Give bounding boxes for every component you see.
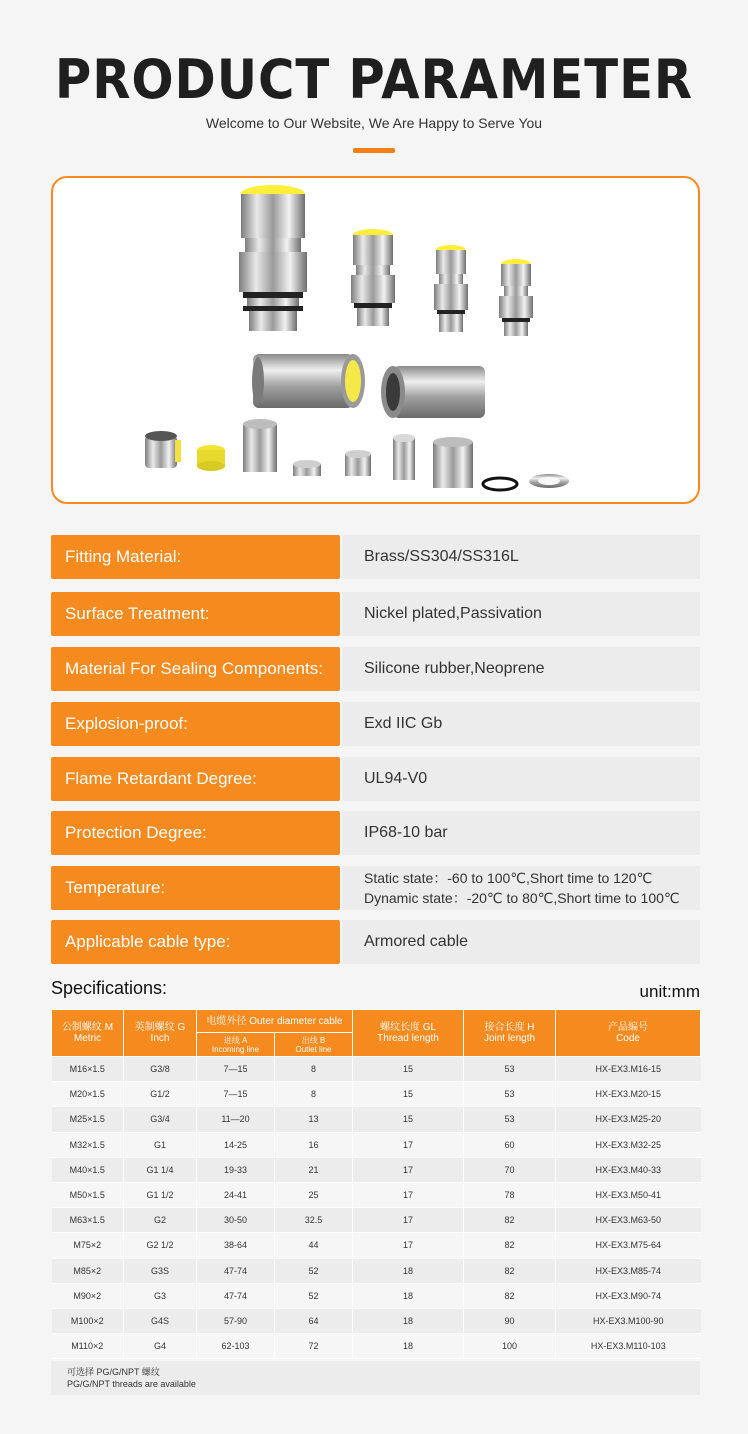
table-cell: 53	[464, 1057, 556, 1082]
param-value-text: Armored cable	[364, 933, 469, 950]
table-row	[52, 1182, 701, 1207]
table-cell: G3/4	[124, 1107, 197, 1132]
param-value	[342, 757, 700, 801]
table-cell: 15	[353, 1082, 464, 1107]
table-cell: 30-50	[197, 1208, 275, 1233]
param-value	[342, 866, 700, 910]
accent-divider	[353, 148, 395, 153]
table-cell: 15	[353, 1057, 464, 1082]
table-cell: G1 1/4	[124, 1157, 197, 1182]
table-cell: 7—15	[197, 1082, 275, 1107]
table-cell: M100×2	[52, 1308, 124, 1333]
table-row	[52, 1258, 701, 1283]
col-header-outlet: 出线 B Outlet line	[275, 1033, 353, 1057]
param-label: Material For Sealing Components:	[51, 647, 340, 691]
param-label: Flame Retardant Degree:	[51, 757, 340, 801]
table-cell: 90	[464, 1308, 556, 1333]
table-cell: HX-EX3.M16-15	[556, 1057, 701, 1082]
table-row	[52, 1334, 701, 1359]
table-cell: 11—20	[197, 1107, 275, 1132]
table-cell: HX-EX3.M32-25	[556, 1132, 701, 1157]
table-cell: 82	[464, 1258, 556, 1283]
table-cell: 82	[464, 1283, 556, 1308]
thread-note	[51, 1361, 700, 1395]
table-cell: 82	[464, 1208, 556, 1233]
table-cell: M90×2	[52, 1283, 124, 1308]
param-value-text: UL94-V0	[364, 770, 428, 787]
table-cell: G1/2	[124, 1082, 197, 1107]
table-cell: HX-EX3.M63-50	[556, 1208, 701, 1233]
param-label: Protection Degree:	[51, 811, 340, 855]
table-row	[52, 1283, 701, 1308]
table-cell: M63×1.5	[52, 1208, 124, 1233]
table-cell: G2	[124, 1208, 197, 1233]
table-row	[52, 1132, 701, 1157]
table-cell: 57-90	[197, 1308, 275, 1333]
param-value-text: Exd IIC Gb	[364, 715, 443, 732]
param-value-text: IP68-10 bar	[364, 824, 448, 841]
param-value-text: Static state：-60 to 100℃,Short time to 120℃	[364, 870, 653, 886]
table-row	[52, 1157, 701, 1182]
table-cell: M32×1.5	[52, 1132, 124, 1157]
table-cell: M50×1.5	[52, 1182, 124, 1207]
param-value	[342, 535, 700, 579]
table-cell: HX-EX3.M90-74	[556, 1283, 701, 1308]
param-row-explosion-proof	[51, 702, 700, 746]
param-value-text-2: Dynamic state：-20℃ to 80℃,Short time to 100℃	[364, 890, 680, 906]
param-label: Temperature:	[51, 866, 340, 910]
table-cell: 17	[353, 1208, 464, 1233]
table-cell: 53	[464, 1107, 556, 1132]
col-header-code: 产品编号 Code	[556, 1010, 701, 1057]
param-value-text: Brass/SS304/SS316L	[364, 548, 519, 565]
table-cell: 24-41	[197, 1182, 275, 1207]
col-header-incoming: 进线 A Incoming line	[197, 1033, 275, 1057]
param-value-text: Nickel plated,Passivation	[364, 605, 542, 622]
table-cell: G3S	[124, 1258, 197, 1283]
table-cell: 47-74	[197, 1258, 275, 1283]
table-cell: G4	[124, 1334, 197, 1359]
param-value	[342, 647, 700, 691]
table-cell: 52	[275, 1283, 353, 1308]
table-row	[52, 1057, 701, 1082]
param-row-fitting-material	[51, 535, 700, 579]
param-value	[342, 592, 700, 636]
table-cell: 53	[464, 1082, 556, 1107]
table-cell: 52	[275, 1258, 353, 1283]
table-cell: HX-EX3.M25-20	[556, 1107, 701, 1132]
table-cell: 82	[464, 1233, 556, 1258]
table-cell: 44	[275, 1233, 353, 1258]
cable-gland-illustration	[53, 178, 700, 504]
table-cell: HX-EX3.M40-33	[556, 1157, 701, 1182]
table-cell: 32.5	[275, 1208, 353, 1233]
unit-label: unit:mm	[639, 982, 700, 1001]
param-value	[342, 811, 700, 855]
specifications-title: Specifications:	[51, 978, 168, 998]
table-cell: 16	[275, 1132, 353, 1157]
param-row-surface-treatment	[51, 592, 700, 636]
table-cell: HX-EX3.M110-103	[556, 1334, 701, 1359]
param-row-flame-retardant	[51, 757, 700, 801]
table-cell: 14-25	[197, 1132, 275, 1157]
table-cell: 70	[464, 1157, 556, 1182]
table-row	[52, 1233, 701, 1258]
param-row-cable-type	[51, 920, 700, 964]
table-cell: HX-EX3.M50-41	[556, 1182, 701, 1207]
table-cell: G3/8	[124, 1057, 197, 1082]
table-cell: 13	[275, 1107, 353, 1132]
table-cell: M110×2	[52, 1334, 124, 1359]
table-cell: G1	[124, 1132, 197, 1157]
param-value-text: Silicone rubber,Neoprene	[364, 660, 545, 677]
col-header-thread-length: 螺纹长度 GL Thread length	[353, 1010, 464, 1057]
table-cell: 18	[353, 1308, 464, 1333]
page-title: PRODUCT PARAMETER	[54, 48, 694, 111]
param-value	[342, 920, 700, 964]
table-cell: HX-EX3.M85-74	[556, 1258, 701, 1283]
product-photo	[51, 176, 700, 504]
table-cell: HX-EX3.M100-90	[556, 1308, 701, 1333]
table-cell: M40×1.5	[52, 1157, 124, 1182]
thread-note-en: PG/G/NPT threads are available	[67, 1379, 196, 1389]
table-cell: 25	[275, 1182, 353, 1207]
table-cell: M25×1.5	[52, 1107, 124, 1132]
table-cell: 17	[353, 1233, 464, 1258]
table-cell: HX-EX3.M20-15	[556, 1082, 701, 1107]
table-cell: 17	[353, 1182, 464, 1207]
table-cell: 17	[353, 1132, 464, 1157]
table-cell: 17	[353, 1157, 464, 1182]
table-cell: 7—15	[197, 1057, 275, 1082]
specifications-table	[51, 1009, 701, 1359]
param-value	[342, 702, 700, 746]
param-label: Applicable cable type:	[51, 920, 340, 964]
table-cell: M20×1.5	[52, 1082, 124, 1107]
table-cell: 72	[275, 1334, 353, 1359]
table-cell: 62-103	[197, 1334, 275, 1359]
param-label: Surface Treatment:	[51, 592, 340, 636]
table-cell: 19-33	[197, 1157, 275, 1182]
table-row	[52, 1082, 701, 1107]
thread-note-cn: 可选择 PG/G/NPT 螺纹	[67, 1367, 160, 1377]
table-cell: 8	[275, 1082, 353, 1107]
page-subtitle: Welcome to Our Website, We Are Happy to Serve You	[205, 115, 543, 131]
table-cell: 18	[353, 1283, 464, 1308]
table-cell: 100	[464, 1334, 556, 1359]
table-cell: M85×2	[52, 1258, 124, 1283]
param-row-protection-degree	[51, 811, 700, 855]
table-cell: 78	[464, 1182, 556, 1207]
table-cell: 15	[353, 1107, 464, 1132]
table-cell: M75×2	[52, 1233, 124, 1258]
param-label: Explosion-proof:	[51, 702, 340, 746]
table-cell: 60	[464, 1132, 556, 1157]
param-row-temperature	[51, 866, 700, 910]
param-label: Fitting Material:	[51, 535, 340, 579]
table-cell: 47-74	[197, 1283, 275, 1308]
col-header-inch: 英制螺纹 G Inch	[124, 1010, 197, 1057]
table-row	[52, 1208, 701, 1233]
table-cell: 18	[353, 1334, 464, 1359]
table-row	[52, 1107, 701, 1132]
table-cell: 8	[275, 1057, 353, 1082]
table-cell: HX-EX3.M75-64	[556, 1233, 701, 1258]
table-cell: M16×1.5	[52, 1057, 124, 1082]
table-cell: 18	[353, 1258, 464, 1283]
table-cell: G3	[124, 1283, 197, 1308]
col-header-joint-length: 接合长度 H Joint length	[464, 1010, 556, 1057]
table-cell: G1 1/2	[124, 1182, 197, 1207]
table-cell: G2 1/2	[124, 1233, 197, 1258]
table-cell: 38-64	[197, 1233, 275, 1258]
col-header-outer-diameter: 电缆外径 Outer diameter cable	[197, 1010, 353, 1033]
table-row	[52, 1308, 701, 1333]
table-cell: G4S	[124, 1308, 197, 1333]
param-row-sealing-material	[51, 647, 700, 691]
table-cell: 21	[275, 1157, 353, 1182]
col-header-metric: 公制螺纹 M Metric	[52, 1010, 124, 1057]
table-cell: 64	[275, 1308, 353, 1333]
